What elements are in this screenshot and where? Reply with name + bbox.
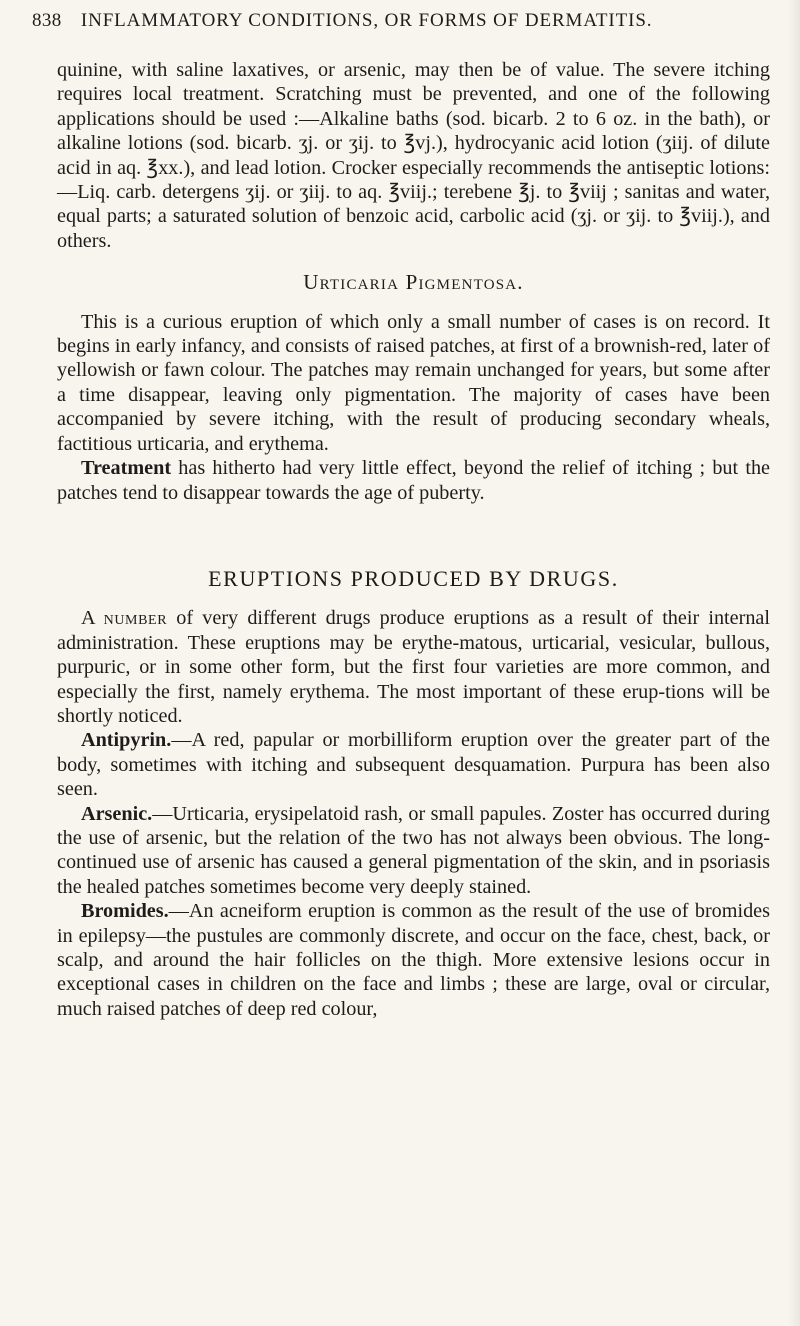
antipyrin-text: —A red, papular or morbilliform eruption over the greater part of the body, sometimes with itching and subsequent desquamation. Purpura has been also seen. bbox=[57, 729, 770, 801]
running-header bbox=[32, 10, 772, 32]
paragraph-arsenic bbox=[57, 802, 770, 900]
page-edge-shadow bbox=[788, 0, 800, 1326]
intro-initial: A bbox=[81, 607, 95, 630]
heading-eruptions-produced-by-drugs: ERUPTIONS PRODUCED BY DRUGS. bbox=[208, 565, 619, 591]
page-body bbox=[57, 58, 770, 1021]
running-title: INFLAMMATORY CONDITIONS, OR FORMS OF DERMATITIS. bbox=[80, 10, 653, 31]
paragraph-antipyrin bbox=[57, 728, 770, 801]
arsenic-text: —Urticaria, erysipelatoid rash, or small papules. Zoster has occurred during the use of arsenic, but the relation of the two has not always been obvious. The long-continued use of arsenic has caused a general pigmentation of the skin, and in psoriasis the healed patches sometimes become very deeply stained. bbox=[57, 802, 770, 898]
paragraph-treatment-continued: quinine, with saline laxatives, or arsenic, may then be of value. The severe itching requires local treatment. Scratching must be prevented, and one of the following applications should be used :—Alkaline baths (sod. bicarb. 2 to 6 oz. in the bath), or alkaline lotions (sod. bicarb. ʒj. or ʒij. to ℥vj.), hydrocyanic acid lotion (ʒiij. of dilute acid in aq. ℥xx.), and lead lotion. Crocker especially recommends the antiseptic lotions:—Liq. carb. detergens ʒij. or ʒiij. to aq. ℥viij.; terebene ℥j. to ℥viij ; sanitas and water, equal parts; a saturated solution of benzoic acid, carbolic acid (ʒj. or ʒij. to ℥viij.), and others. bbox=[57, 59, 770, 252]
paragraph-urticaria-treatment bbox=[57, 456, 770, 505]
bromides-text: —An acneiform eruption is common as the result of the use of bromides in epilepsy—the pustules are commonly discrete, and occur on the face, chest, back, or scalp, and around the hair follicles on the thigh. More extensive lesions occur in exceptional cases in children on the face and limbs ; these are large, oval or circular, much raised patches of deep red colour, bbox=[57, 900, 770, 1020]
intro-text: of very different drugs produce eruptions as a result of their internal administration. These eruptions may be erythe-matous, urticarial, vesicular, bullous, purpuric, or in some other form, but the first four varieties are more common, and especially the first, namely erythema. The most important of these erup-tions will be shortly noticed. bbox=[57, 607, 771, 727]
bromides-label: Bromides. bbox=[81, 900, 169, 923]
page-number: 838 bbox=[32, 10, 62, 31]
treatment-text: has hitherto had very little effect, beyond the relief of itching ; but the patches tend to disappear towards the age of puberty. bbox=[57, 457, 770, 504]
heading-urticaria-pigmentosa: Urticaria Pigmentosa. bbox=[303, 270, 524, 295]
antipyrin-label: Antipyrin. bbox=[81, 729, 172, 752]
paragraph-bromides bbox=[57, 899, 770, 1021]
paragraph-drug-eruptions-intro bbox=[57, 606, 770, 728]
arsenic-label: Arsenic. bbox=[81, 802, 153, 825]
paragraph-urticaria-pigmentosa: This is a curious eruption of which only a small number of cases is on record. It begins in early infancy, and consists of raised patches, at first of a brownish-red, later of yellowish or fawn colour. The patches may remain unchanged for years, but some after a time disappear, leaving only pigmentation. The majority of cases have been accompanied by severe itching, with the result of producing secondary wheals, factitious urticaria, and erythema. bbox=[57, 310, 770, 455]
intro-small-caps: number bbox=[103, 607, 168, 630]
treatment-label: Treatment bbox=[81, 457, 172, 480]
